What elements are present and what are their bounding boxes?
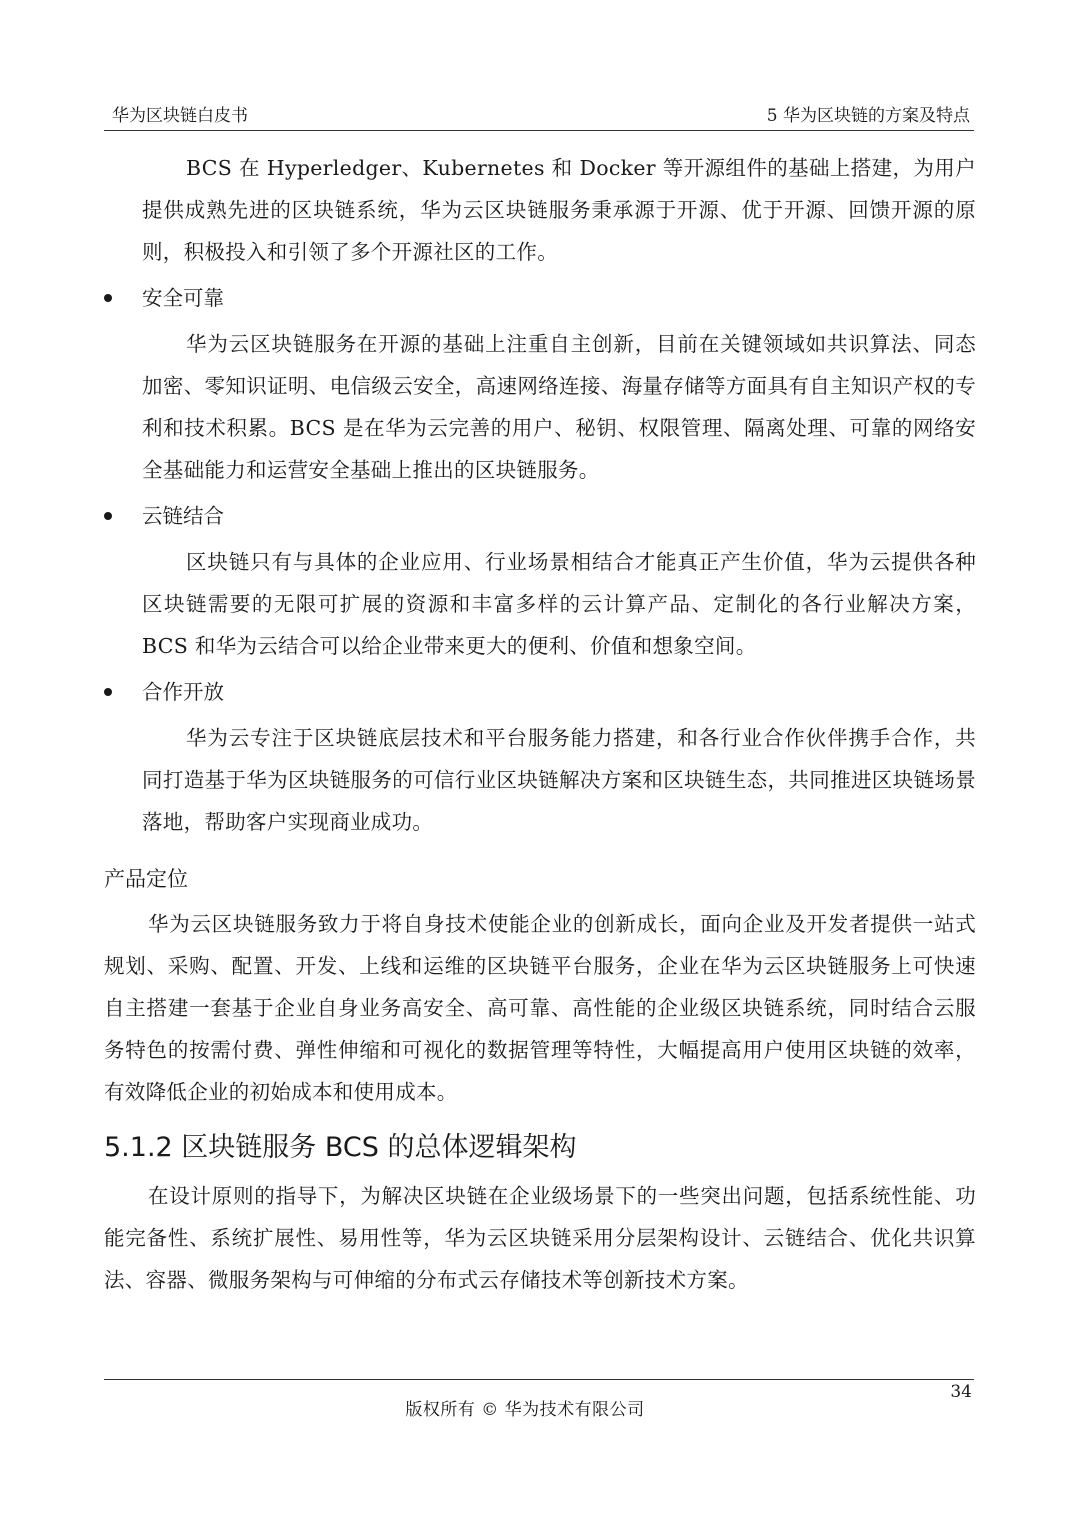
bullet-dot-icon (104, 512, 112, 520)
page-number: 34 (950, 1382, 972, 1402)
bullet-paragraph: 华为云区块链服务在开源的基础上注重自主创新，目前在关键领域如共识算法、同态加密、零知识证明、电信级云安全，高速网络连接、海量存储等方面具有自主知识产权的专利和技术积累。BCS 是在华为云完善的用户、秘钥、权限管理、隔离处理、可靠的网络安全基础能力和运营安全基础上推出的区块链服务。 (142, 332, 976, 482)
section-paragraph: 在设计原则的指导下，为解决区块链在企业级场景下的一些突出问题，包括系统性能、功能完备性、系统扩展性、易用性等，华为云区块链采用分层架构设计、云链结合、优化共识算法、容器、微服务架构与可伸缩的分布式云存储技术等创新技术方案。 (104, 1184, 976, 1292)
product-positioning-paragraph: 华为云区块链服务致力于将自身技术使能企业的创新成长，面向企业及开发者提供一站式规划、采购、配置、开发、上线和运维的区块链平台服务，企业在华为云区块链服务上可快速自主搭建一套基于企业自身业务高安全、高可靠、高性能的企业级区块链系统，同时结合云服务特色的按需付费、弹性伸缩和可视化的数据管理等特性，大幅提高用户使用区块链的效率，有效降低企业的初始成本和使用成本。 (104, 912, 976, 1104)
bullet-label: 安全可靠 (142, 286, 224, 310)
bullet-paragraph: 华为云专注于区块链底层技术和平台服务能力搭建，和各行业合作伙伴携手合作，共同打造基于华为区块链服务的可信行业区块链解决方案和区块链生态，共同推进区块链场景落地，帮助客户实现商业成功。 (142, 726, 976, 834)
footer-divider (104, 1379, 974, 1380)
copyright-notice: 版权所有 © 华为技术有限公司 (405, 1400, 645, 1420)
section-heading: 5.1.2 区块链服务 BCS 的总体逻辑架构 (104, 1132, 577, 1163)
bullet-cloud-chain (104, 498, 976, 534)
bullet-dot-icon (104, 688, 112, 696)
header-document-title: 华为区块链白皮书 (112, 106, 248, 126)
header-chapter-title: 5 华为区块链的方案及特点 (766, 106, 970, 126)
bullet-label: 合作开放 (142, 680, 224, 704)
page-header (104, 104, 974, 131)
bullet-security (104, 280, 976, 316)
bullet-paragraph: 区块链只有与具体的企业应用、行业场景相结合才能真正产生价值，华为云提供各种区块链需要的无限可扩展的资源和丰富多样的云计算产品、定制化的各行业解决方案，BCS 和华为云结合可以给企业带来更大的便利、价值和想象空间。 (142, 550, 976, 658)
bullet-label: 云链结合 (142, 504, 224, 528)
intro-paragraph: BCS 在 Hyperledger、Kubernetes 和 Docker 等开源组件的基础上搭建，为用户提供成熟先进的区块链系统，华为云区块链服务秉承源于开源、优于开源、回馈开源的原则，积极投入和引领了多个开源社区的工作。 (142, 156, 976, 264)
bullet-dot-icon (104, 294, 112, 302)
product-positioning-heading: 产品定位 (104, 867, 188, 891)
page-body (104, 147, 976, 1301)
bullet-open-cooperation (104, 674, 976, 710)
